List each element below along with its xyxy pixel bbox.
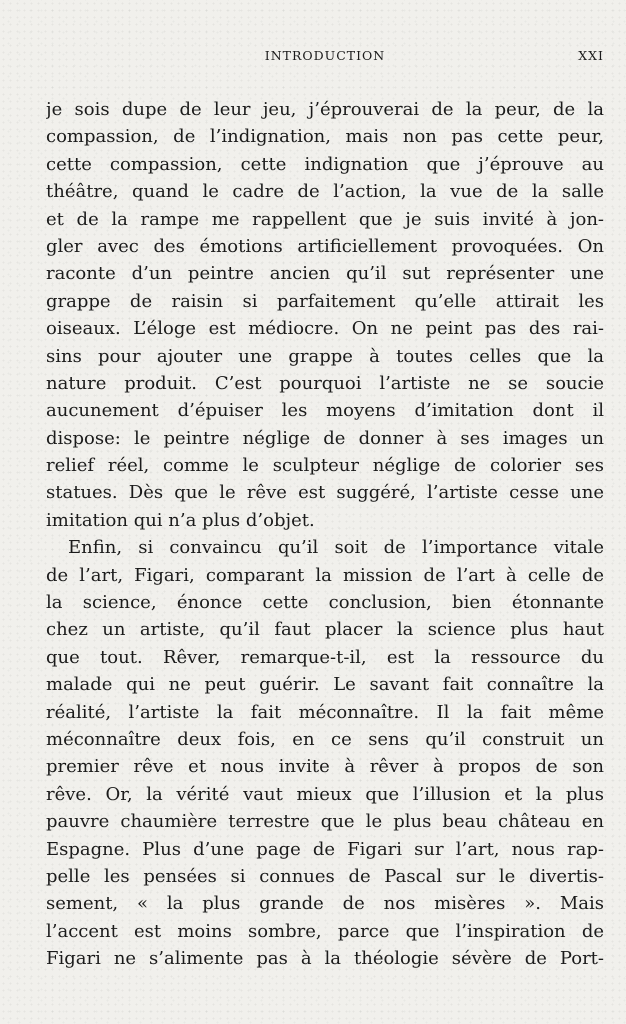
text-line: sement, « la plus grande de nos misères ». Mais bbox=[46, 893, 604, 915]
text-line: compassion, de l’indignation, mais non pas cette peur, bbox=[46, 126, 604, 148]
text-line: gler avec des émotions artificiellement provoquées. On bbox=[46, 235, 604, 257]
text-line: Espagne. Plus d’une page de Figari sur l’art, nous rap- bbox=[46, 838, 604, 860]
text-line: malade qui ne peut guérir. Le savant fait connaître la bbox=[46, 674, 604, 696]
text-line: raconte d’un peintre ancien qu’il sut représenter une bbox=[46, 263, 604, 285]
text-line: la science, énonce cette conclusion, bien étonnante bbox=[46, 592, 604, 614]
text-line: chez un artiste, qu’il faut placer la science plus haut bbox=[46, 619, 604, 641]
text-line: l’accent est moins sombre, parce que l’inspiration de bbox=[46, 920, 604, 942]
text-line: pelle les pensées si connues de Pascal sur le divertis- bbox=[46, 865, 604, 887]
paragraph bbox=[46, 96, 604, 534]
text-line: premier rêve et nous invite à rêver à propos de son bbox=[46, 756, 604, 778]
text-line: relief réel, comme le sculpteur néglige de colorier ses bbox=[46, 455, 604, 477]
text-line: pauvre chaumière terrestre que le plus beau château en bbox=[46, 811, 604, 833]
text-line: rêve. Or, la vérité vaut mieux que l’illusion et la plus bbox=[46, 783, 604, 805]
text-line: imitation qui n’a plus d’objet. bbox=[46, 509, 315, 531]
text-line: Figari ne s’alimente pas à la théologie sévère de Port- bbox=[46, 948, 604, 970]
text-line: réalité, l’artiste la fait méconnaître. Il la fait même bbox=[46, 701, 604, 723]
text-line: dispose: le peintre néglige de donner à ses images un bbox=[46, 427, 604, 449]
text-line: cette compassion, cette indignation que j’éprouve au bbox=[46, 153, 604, 175]
running-title: INTRODUCTION bbox=[264, 48, 386, 63]
text-line: grappe de raisin si parfaitement qu’elle attirait les bbox=[46, 290, 604, 312]
page-number: XXI bbox=[578, 48, 604, 63]
text-line: aucunement d’épuiser les moyens d’imitation dont il bbox=[46, 400, 604, 422]
text-line: et de la rampe me rappellent que je suis invité à jon- bbox=[46, 208, 604, 230]
paragraph bbox=[46, 534, 604, 972]
text-line: méconnaître deux fois, en ce sens qu’il construit un bbox=[46, 728, 604, 750]
text-line: nature produit. C’est pourquoi l’artiste ne se soucie bbox=[46, 372, 604, 394]
text-line: oiseaux. L’éloge est médiocre. On ne peint pas des rai- bbox=[46, 318, 604, 340]
text-line: Enfin, si convaincu qu’il soit de l’importance vitale bbox=[68, 537, 604, 559]
running-head bbox=[46, 46, 604, 66]
body-text bbox=[46, 96, 604, 973]
text-line: de l’art, Figari, comparant la mission de l’art à celle de bbox=[46, 564, 604, 586]
text-line: je sois dupe de leur jeu, j’éprouverai de la peur, de la bbox=[46, 99, 604, 120]
text-line: sins pour ajouter une grappe à toutes celles que la bbox=[46, 345, 604, 367]
text-line: statues. Dès que le rêve est suggéré, l’artiste cesse une bbox=[46, 482, 604, 504]
text-line: théâtre, quand le cadre de l’action, la vue de la salle bbox=[46, 181, 604, 203]
text-line: que tout. Rêver, remarque-t-il, est la ressource du bbox=[46, 646, 604, 668]
